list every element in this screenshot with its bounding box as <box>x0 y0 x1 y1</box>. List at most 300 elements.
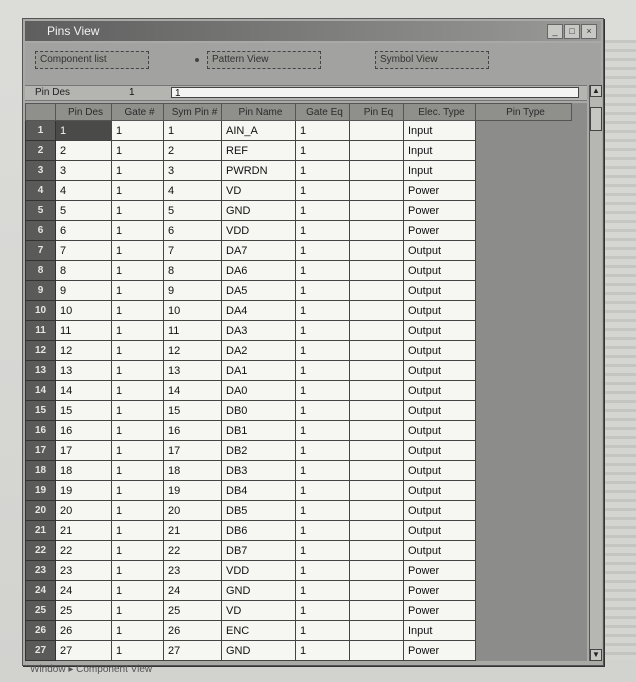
elec-type-cell[interactable]: Output <box>404 241 476 261</box>
pin-eq-cell[interactable] <box>350 361 404 381</box>
pin-des-cell[interactable]: 17 <box>56 441 112 461</box>
gate-eq-cell[interactable]: 1 <box>296 601 350 621</box>
pin-des-cell[interactable]: 9 <box>56 281 112 301</box>
vertical-scrollbar[interactable] <box>589 85 602 661</box>
pin-type-cell <box>476 361 572 381</box>
pin-name-cell[interactable]: DB3 <box>222 461 296 481</box>
gate-eq-cell[interactable]: 1 <box>296 461 350 481</box>
pin-type-cell <box>476 421 572 441</box>
elec-type-cell[interactable]: Output <box>404 301 476 321</box>
gate-eq-cell[interactable]: 1 <box>296 421 350 441</box>
row-header[interactable]: 8 <box>26 261 56 281</box>
pin-name-cell[interactable]: REF <box>222 141 296 161</box>
pin-name-cell[interactable]: ENC <box>222 621 296 641</box>
pin-eq-cell[interactable] <box>350 561 404 581</box>
pin-name-cell[interactable]: DB2 <box>222 441 296 461</box>
radio-dot-icon <box>195 58 199 62</box>
pin-des-cell[interactable]: 18 <box>56 461 112 481</box>
gate-eq-cell[interactable]: 1 <box>296 181 350 201</box>
gate-cell[interactable]: 1 <box>112 321 164 341</box>
pin-name-cell[interactable]: GND <box>222 581 296 601</box>
gate-eq-cell[interactable]: 1 <box>296 581 350 601</box>
component-list-button[interactable]: Component list <box>35 51 149 69</box>
pin-name-cell[interactable]: VD <box>222 181 296 201</box>
column-header-pin-eq[interactable]: Pin Eq <box>350 104 404 121</box>
row-header[interactable]: 7 <box>26 241 56 261</box>
pin-des-cell[interactable]: 27 <box>56 641 112 661</box>
gate-cell[interactable]: 1 <box>112 501 164 521</box>
column-header-elec-type[interactable]: Elec. Type <box>404 104 476 121</box>
sym-pin-cell[interactable]: 2 <box>164 141 222 161</box>
pin-type-cell <box>476 601 572 621</box>
sym-pin-cell[interactable]: 16 <box>164 421 222 441</box>
elec-type-cell[interactable]: Output <box>404 441 476 461</box>
pins-table <box>25 103 572 661</box>
pin-name-cell[interactable]: PWRDN <box>222 161 296 181</box>
table-row[interactable] <box>26 641 572 661</box>
table-row[interactable] <box>26 581 572 601</box>
gate-eq-cell[interactable]: 1 <box>296 141 350 161</box>
elec-type-cell[interactable]: Output <box>404 401 476 421</box>
table-row[interactable] <box>26 281 572 301</box>
elec-type-cell[interactable]: Input <box>404 141 476 161</box>
sym-pin-cell[interactable]: 27 <box>164 641 222 661</box>
pin-type-cell <box>476 321 572 341</box>
table-row[interactable] <box>26 501 572 521</box>
sym-pin-cell[interactable]: 5 <box>164 201 222 221</box>
table-row[interactable] <box>26 441 572 461</box>
pattern-view-button[interactable]: Pattern View <box>207 51 321 69</box>
pin-eq-cell[interactable] <box>350 521 404 541</box>
elec-type-cell[interactable]: Output <box>404 381 476 401</box>
pin-eq-cell[interactable] <box>350 221 404 241</box>
table-row[interactable] <box>26 261 572 281</box>
pin-type-cell <box>476 481 572 501</box>
footer-caption: Window ▸ Component View <box>30 664 153 675</box>
pin-eq-cell[interactable] <box>350 381 404 401</box>
gate-cell[interactable]: 1 <box>112 561 164 581</box>
sym-pin-cell[interactable]: 11 <box>164 321 222 341</box>
sym-pin-cell[interactable]: 25 <box>164 601 222 621</box>
pin-name-cell[interactable]: DA5 <box>222 281 296 301</box>
pin-type-cell <box>476 641 572 661</box>
pin-des-cell[interactable]: 26 <box>56 621 112 641</box>
column-header-pin-type[interactable]: Pin Type <box>476 104 572 121</box>
pin-name-cell[interactable]: DB1 <box>222 421 296 441</box>
sym-pin-cell[interactable]: 18 <box>164 461 222 481</box>
pin-eq-cell[interactable] <box>350 241 404 261</box>
table-row[interactable] <box>26 521 572 541</box>
row-header[interactable]: 2 <box>26 141 56 161</box>
elec-type-cell[interactable]: Power <box>404 201 476 221</box>
elec-type-cell[interactable]: Input <box>404 161 476 181</box>
sym-pin-cell[interactable]: 1 <box>164 121 222 141</box>
pin-name-cell[interactable]: DA4 <box>222 301 296 321</box>
pin-eq-cell[interactable] <box>350 121 404 141</box>
elec-type-cell[interactable]: Output <box>404 361 476 381</box>
gate-cell[interactable]: 1 <box>112 261 164 281</box>
pin-name-cell[interactable]: DA7 <box>222 241 296 261</box>
sym-pin-cell[interactable]: 7 <box>164 241 222 261</box>
gate-cell[interactable]: 1 <box>112 461 164 481</box>
pin-name-cell[interactable]: DB6 <box>222 521 296 541</box>
pin-eq-cell[interactable] <box>350 461 404 481</box>
column-header-gate[interactable]: Gate # <box>112 104 164 121</box>
gate-eq-cell[interactable]: 1 <box>296 261 350 281</box>
table-row[interactable] <box>26 161 572 181</box>
pin-eq-cell[interactable] <box>350 501 404 521</box>
gate-cell[interactable]: 1 <box>112 381 164 401</box>
row-header[interactable]: 10 <box>26 301 56 321</box>
gate-eq-cell[interactable]: 1 <box>296 441 350 461</box>
gate-cell[interactable]: 1 <box>112 541 164 561</box>
elec-type-cell[interactable]: Input <box>404 121 476 141</box>
gate-eq-cell[interactable]: 1 <box>296 301 350 321</box>
pin-eq-cell[interactable] <box>350 141 404 161</box>
pin-type-cell <box>476 241 572 261</box>
pin-eq-cell[interactable] <box>350 621 404 641</box>
sym-pin-cell[interactable]: 6 <box>164 221 222 241</box>
pin-type-cell <box>476 161 572 181</box>
pin-des-cell[interactable]: 4 <box>56 181 112 201</box>
table-row[interactable] <box>26 421 572 441</box>
table-row[interactable] <box>26 601 572 621</box>
pin-des-cell[interactable]: 24 <box>56 581 112 601</box>
pin-des-cell[interactable]: 5 <box>56 201 112 221</box>
gate-cell[interactable]: 1 <box>112 201 164 221</box>
pin-des-cell[interactable]: 20 <box>56 501 112 521</box>
pin-eq-cell[interactable] <box>350 441 404 461</box>
column-header-sym-pin[interactable]: Sym Pin # <box>164 104 222 121</box>
table-row[interactable] <box>26 561 572 581</box>
gate-eq-cell[interactable]: 1 <box>296 241 350 261</box>
pin-des-cell[interactable]: 14 <box>56 381 112 401</box>
sym-pin-cell[interactable]: 20 <box>164 501 222 521</box>
pin-type-cell <box>476 281 572 301</box>
pin-type-cell <box>476 181 572 201</box>
sym-pin-cell[interactable]: 12 <box>164 341 222 361</box>
pin-type-cell <box>476 441 572 461</box>
elec-type-cell[interactable]: Output <box>404 501 476 521</box>
gate-cell[interactable]: 1 <box>112 361 164 381</box>
filter-label: Pin Des <box>35 87 71 98</box>
pin-name-cell[interactable]: VDD <box>222 221 296 241</box>
pin-name-cell[interactable]: DA2 <box>222 341 296 361</box>
pin-des-cell[interactable]: 12 <box>56 341 112 361</box>
pin-eq-cell[interactable] <box>350 341 404 361</box>
table-row[interactable] <box>26 361 572 381</box>
gate-eq-cell[interactable]: 1 <box>296 221 350 241</box>
pin-des-cell[interactable]: 23 <box>56 561 112 581</box>
row-header[interactable]: 27 <box>26 641 56 661</box>
gate-cell[interactable]: 1 <box>112 421 164 441</box>
gate-cell[interactable]: 1 <box>112 521 164 541</box>
pin-name-cell[interactable]: GND <box>222 641 296 661</box>
pin-eq-cell[interactable] <box>350 161 404 181</box>
gate-eq-cell[interactable]: 1 <box>296 201 350 221</box>
row-header[interactable]: 11 <box>26 321 56 341</box>
pin-type-cell <box>476 581 572 601</box>
elec-type-cell[interactable]: Power <box>404 221 476 241</box>
pins-grid <box>25 103 587 661</box>
gate-eq-cell[interactable]: 1 <box>296 621 350 641</box>
pin-des-cell[interactable]: 15 <box>56 401 112 421</box>
row-header[interactable]: 21 <box>26 521 56 541</box>
table-row[interactable] <box>26 461 572 481</box>
elec-type-cell[interactable]: Output <box>404 281 476 301</box>
gate-eq-cell[interactable]: 1 <box>296 481 350 501</box>
pin-type-cell <box>476 301 572 321</box>
pin-eq-cell[interactable] <box>350 641 404 661</box>
row-header[interactable]: 25 <box>26 601 56 621</box>
gate-cell[interactable]: 1 <box>112 281 164 301</box>
pin-eq-cell[interactable] <box>350 601 404 621</box>
sym-pin-cell[interactable]: 14 <box>164 381 222 401</box>
pin-name-cell[interactable]: DA1 <box>222 361 296 381</box>
gate-cell[interactable]: 1 <box>112 301 164 321</box>
gate-eq-cell[interactable]: 1 <box>296 521 350 541</box>
table-row[interactable] <box>26 181 572 201</box>
sym-pin-cell[interactable]: 8 <box>164 261 222 281</box>
row-header[interactable]: 17 <box>26 441 56 461</box>
table-row[interactable] <box>26 321 572 341</box>
title-bar[interactable] <box>25 21 601 41</box>
pin-eq-cell[interactable] <box>350 421 404 441</box>
header-row <box>26 104 572 121</box>
row-header[interactable]: 3 <box>26 161 56 181</box>
gate-eq-cell[interactable]: 1 <box>296 561 350 581</box>
pin-des-cell[interactable]: 6 <box>56 221 112 241</box>
maximize-button[interactable]: □ <box>564 24 580 39</box>
row-header[interactable]: 15 <box>26 401 56 421</box>
elec-type-cell[interactable]: Power <box>404 561 476 581</box>
gate-cell[interactable]: 1 <box>112 581 164 601</box>
table-row[interactable] <box>26 121 572 141</box>
row-header[interactable]: 24 <box>26 581 56 601</box>
sym-pin-cell[interactable]: 17 <box>164 441 222 461</box>
pin-des-cell[interactable]: 16 <box>56 421 112 441</box>
sym-pin-cell[interactable]: 21 <box>164 521 222 541</box>
pin-type-cell <box>476 341 572 361</box>
table-row[interactable] <box>26 341 572 361</box>
elec-type-cell[interactable]: Power <box>404 181 476 201</box>
sym-pin-cell[interactable]: 23 <box>164 561 222 581</box>
sym-pin-cell[interactable]: 9 <box>164 281 222 301</box>
pin-name-cell[interactable]: GND <box>222 201 296 221</box>
sym-pin-cell[interactable]: 10 <box>164 301 222 321</box>
pin-des-cell[interactable]: 21 <box>56 521 112 541</box>
pin-des-cell[interactable]: 13 <box>56 361 112 381</box>
row-header[interactable]: 16 <box>26 421 56 441</box>
row-header[interactable]: 12 <box>26 341 56 361</box>
gate-cell[interactable]: 1 <box>112 141 164 161</box>
column-header-gate-eq[interactable]: Gate Eq <box>296 104 350 121</box>
sym-pin-cell[interactable]: 24 <box>164 581 222 601</box>
gate-cell[interactable]: 1 <box>112 341 164 361</box>
minimize-button[interactable]: _ <box>547 24 563 39</box>
sym-pin-cell[interactable]: 4 <box>164 181 222 201</box>
pin-eq-cell[interactable] <box>350 261 404 281</box>
row-header[interactable]: 20 <box>26 501 56 521</box>
pin-eq-cell[interactable] <box>350 541 404 561</box>
pin-type-cell <box>476 501 572 521</box>
pin-eq-cell[interactable] <box>350 321 404 341</box>
sym-pin-cell[interactable]: 22 <box>164 541 222 561</box>
pin-name-cell[interactable]: DA6 <box>222 261 296 281</box>
pin-eq-cell[interactable] <box>350 401 404 421</box>
pin-type-cell <box>476 521 572 541</box>
pins-view-window <box>22 18 604 666</box>
pin-des-cell[interactable]: 19 <box>56 481 112 501</box>
pin-eq-cell[interactable] <box>350 281 404 301</box>
pin-type-cell <box>476 261 572 281</box>
gate-cell[interactable]: 1 <box>112 161 164 181</box>
sym-pin-cell[interactable]: 15 <box>164 401 222 421</box>
sym-pin-cell[interactable]: 3 <box>164 161 222 181</box>
gate-cell[interactable]: 1 <box>112 641 164 661</box>
pin-name-cell[interactable]: AIN_A <box>222 121 296 141</box>
corner-header[interactable] <box>26 104 56 121</box>
gate-cell[interactable]: 1 <box>112 441 164 461</box>
pin-name-cell[interactable]: DA0 <box>222 381 296 401</box>
gate-cell[interactable]: 1 <box>112 481 164 501</box>
elec-type-cell[interactable]: Power <box>404 641 476 661</box>
pin-des-cell[interactable]: 1 <box>56 121 112 141</box>
gate-eq-cell[interactable]: 1 <box>296 321 350 341</box>
table-row[interactable] <box>26 221 572 241</box>
pin-type-cell <box>476 541 572 561</box>
row-header[interactable]: 22 <box>26 541 56 561</box>
background-text-bleed <box>600 40 636 660</box>
scroll-up-arrow-icon[interactable]: ▲ <box>590 85 602 97</box>
pin-des-cell[interactable]: 7 <box>56 241 112 261</box>
scroll-thumb[interactable] <box>590 107 602 131</box>
gate-eq-cell[interactable]: 1 <box>296 381 350 401</box>
gate-eq-cell[interactable]: 1 <box>296 341 350 361</box>
table-row[interactable] <box>26 301 572 321</box>
elec-type-cell[interactable]: Power <box>404 581 476 601</box>
row-header[interactable]: 26 <box>26 621 56 641</box>
pin-des-cell[interactable]: 25 <box>56 601 112 621</box>
row-header[interactable]: 5 <box>26 201 56 221</box>
pin-des-cell[interactable]: 22 <box>56 541 112 561</box>
row-header[interactable]: 23 <box>26 561 56 581</box>
table-row[interactable] <box>26 241 572 261</box>
table-row[interactable] <box>26 381 572 401</box>
gate-cell[interactable]: 1 <box>112 121 164 141</box>
close-button[interactable]: × <box>581 24 597 39</box>
pin-des-cell[interactable]: 11 <box>56 321 112 341</box>
row-header[interactable]: 6 <box>26 221 56 241</box>
gate-cell[interactable]: 1 <box>112 241 164 261</box>
row-header[interactable]: 1 <box>26 121 56 141</box>
pin-type-cell <box>476 221 572 241</box>
filter-input[interactable]: 1 <box>171 87 579 98</box>
row-header[interactable]: 18 <box>26 461 56 481</box>
pin-eq-cell[interactable] <box>350 181 404 201</box>
filter-value: 1 <box>129 87 135 98</box>
elec-type-cell[interactable]: Output <box>404 541 476 561</box>
row-header[interactable]: 9 <box>26 281 56 301</box>
pin-eq-cell[interactable] <box>350 201 404 221</box>
row-header[interactable]: 14 <box>26 381 56 401</box>
table-row[interactable] <box>26 401 572 421</box>
window-title: Pins View <box>47 24 100 38</box>
pin-des-cell[interactable]: 10 <box>56 301 112 321</box>
elec-type-cell[interactable]: Output <box>404 321 476 341</box>
elec-type-cell[interactable]: Input <box>404 621 476 641</box>
gate-eq-cell[interactable]: 1 <box>296 501 350 521</box>
gate-cell[interactable]: 1 <box>112 601 164 621</box>
gate-cell[interactable]: 1 <box>112 401 164 421</box>
gate-eq-cell[interactable]: 1 <box>296 641 350 661</box>
pin-type-cell <box>476 141 572 161</box>
elec-type-cell[interactable]: Output <box>404 261 476 281</box>
gate-eq-cell[interactable]: 1 <box>296 281 350 301</box>
elec-type-cell[interactable]: Output <box>404 341 476 361</box>
pin-name-cell[interactable]: DA3 <box>222 321 296 341</box>
gate-eq-cell[interactable]: 1 <box>296 361 350 381</box>
gate-cell[interactable]: 1 <box>112 621 164 641</box>
row-header[interactable]: 4 <box>26 181 56 201</box>
pin-name-cell[interactable]: VD <box>222 601 296 621</box>
column-header-pin-des[interactable]: Pin Des <box>56 104 112 121</box>
pin-type-cell <box>476 561 572 581</box>
gate-eq-cell[interactable]: 1 <box>296 541 350 561</box>
sym-pin-cell[interactable]: 26 <box>164 621 222 641</box>
gate-cell[interactable]: 1 <box>112 181 164 201</box>
pin-name-cell[interactable]: DB4 <box>222 481 296 501</box>
table-row[interactable] <box>26 141 572 161</box>
pin-des-cell[interactable]: 2 <box>56 141 112 161</box>
pin-type-cell <box>476 121 572 141</box>
pin-name-cell[interactable]: DB5 <box>222 501 296 521</box>
pin-eq-cell[interactable] <box>350 581 404 601</box>
column-header-pin-name[interactable]: Pin Name <box>222 104 296 121</box>
pin-type-cell <box>476 401 572 421</box>
sym-pin-cell[interactable]: 19 <box>164 481 222 501</box>
pin-name-cell[interactable]: VDD <box>222 561 296 581</box>
pin-name-cell[interactable]: DB0 <box>222 401 296 421</box>
elec-type-cell[interactable]: Output <box>404 521 476 541</box>
pin-type-cell <box>476 621 572 641</box>
elec-type-cell[interactable]: Power <box>404 601 476 621</box>
gate-eq-cell[interactable]: 1 <box>296 121 350 141</box>
pin-des-cell[interactable]: 3 <box>56 161 112 181</box>
pin-type-cell <box>476 201 572 221</box>
pin-eq-cell[interactable] <box>350 301 404 321</box>
filter-row <box>25 85 587 101</box>
table-row[interactable] <box>26 201 572 221</box>
row-header[interactable]: 13 <box>26 361 56 381</box>
table-row[interactable] <box>26 481 572 501</box>
elec-type-cell[interactable]: Output <box>404 481 476 501</box>
scroll-down-arrow-icon[interactable]: ▼ <box>590 649 602 661</box>
gate-cell[interactable]: 1 <box>112 221 164 241</box>
gate-eq-cell[interactable]: 1 <box>296 401 350 421</box>
row-header[interactable]: 19 <box>26 481 56 501</box>
table-row[interactable] <box>26 621 572 641</box>
sym-pin-cell[interactable]: 13 <box>164 361 222 381</box>
pin-des-cell[interactable]: 8 <box>56 261 112 281</box>
pin-name-cell[interactable]: DB7 <box>222 541 296 561</box>
table-row[interactable] <box>26 541 572 561</box>
gate-eq-cell[interactable]: 1 <box>296 161 350 181</box>
elec-type-cell[interactable]: Output <box>404 421 476 441</box>
pin-eq-cell[interactable] <box>350 481 404 501</box>
elec-type-cell[interactable]: Output <box>404 461 476 481</box>
symbol-view-button[interactable]: Symbol View <box>375 51 489 69</box>
